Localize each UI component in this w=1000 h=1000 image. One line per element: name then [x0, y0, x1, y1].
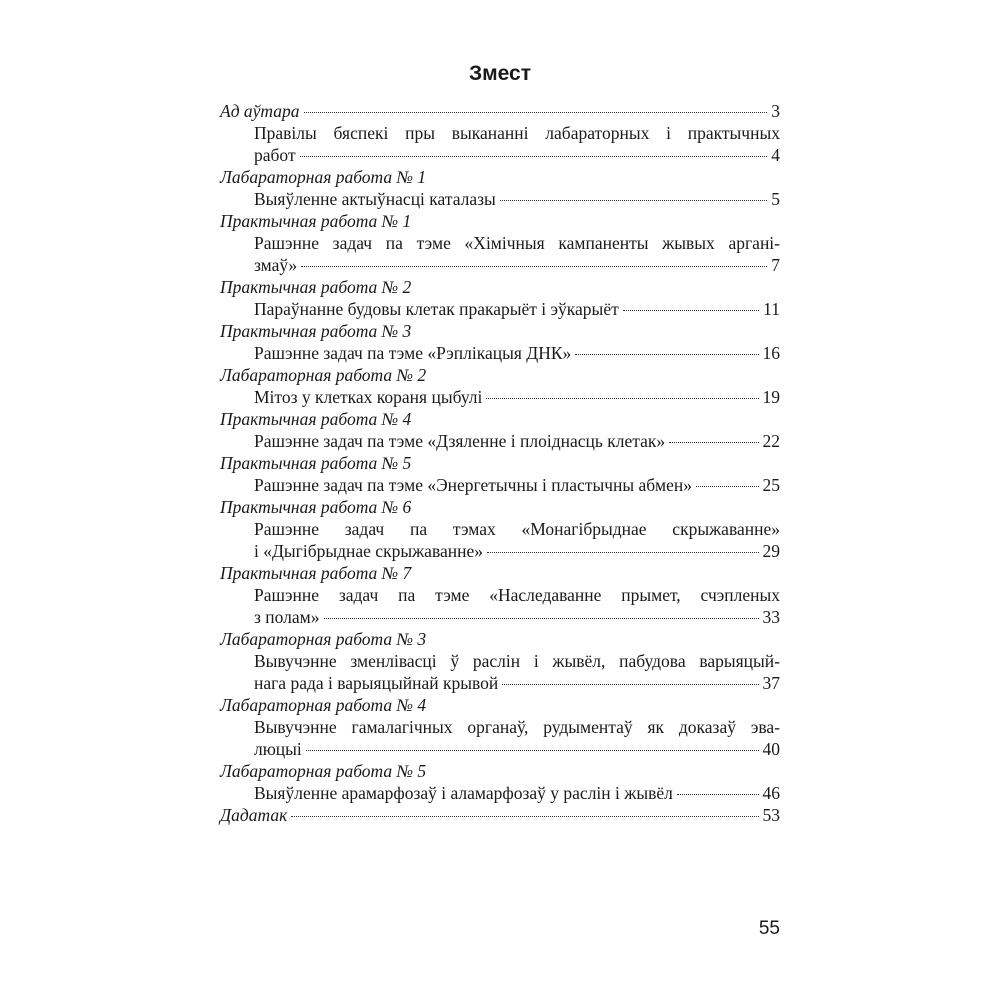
dot-leader — [500, 200, 767, 201]
toc-heading-text: Лабараторная работа № 1 — [220, 167, 427, 187]
toc-entry-line — [220, 122, 780, 144]
toc-entry-page: 11 — [763, 299, 780, 319]
toc-entry-page: 25 — [762, 475, 780, 495]
toc-entry-title-line2: змаў» — [254, 255, 298, 275]
toc-entry-title: Выяўленне актыўнасці каталазы — [254, 189, 496, 209]
toc-entry-title-line1: Рашэнне задач па тэме «Хімічныя кампаненты жывых аргані- — [254, 233, 780, 253]
dot-leader — [502, 684, 758, 685]
toc-entry-title-line1: Рашэнне задач па тэмах «Монагібрыднае скрыжаванне» — [254, 519, 780, 539]
toc-heading-text: Практычная работа № 1 — [220, 211, 412, 231]
toc-entry-page: 16 — [762, 343, 780, 363]
toc-entry-line — [220, 650, 780, 672]
toc-entry-line — [220, 672, 780, 694]
toc-entry-page: 46 — [762, 783, 780, 803]
toc-entry[interactable] — [220, 518, 780, 562]
toc-entry-page: 19 — [762, 387, 780, 407]
toc-heading-text: Лабараторная работа № 5 — [220, 761, 427, 781]
toc-entry[interactable] — [220, 386, 780, 408]
toc-entry-title-line1: Рашэнне задач па тэме «Наследаванне прымет, счэпленых — [254, 585, 780, 605]
toc-entry-title: Ад аўтара — [220, 101, 300, 121]
toc-entry-page: 22 — [762, 431, 780, 451]
toc-entry[interactable] — [220, 298, 780, 320]
dot-leader — [304, 112, 768, 113]
toc-heading-text: Практычная работа № 2 — [220, 277, 412, 297]
toc-entry[interactable] — [220, 188, 780, 210]
toc-entry-line — [220, 716, 780, 738]
toc-entry-page: 5 — [771, 189, 780, 209]
toc-heading-text: Практычная работа № 5 — [220, 453, 412, 473]
toc-entry-page: 33 — [762, 607, 780, 627]
toc-entry-title: Дадатак — [220, 805, 288, 825]
toc-entry-line — [220, 144, 780, 166]
toc-heading — [220, 760, 780, 782]
toc-entry-title: Рашэнне задач па тэме «Дзяленне і плоіднасць клетак» — [254, 431, 666, 451]
toc-entry[interactable] — [220, 782, 780, 804]
toc-entry[interactable] — [220, 122, 780, 166]
toc-heading — [220, 408, 780, 430]
toc-entry-line — [220, 254, 780, 276]
dot-leader — [306, 750, 759, 751]
toc-entry-line — [220, 518, 780, 540]
toc-entry-page: 7 — [771, 255, 780, 275]
toc-heading-text: Лабараторная работа № 3 — [220, 629, 427, 649]
dot-leader — [486, 398, 758, 399]
toc-entry-line — [220, 540, 780, 562]
toc-entry-line — [220, 738, 780, 760]
toc-entry-title-line2: і «Дыгібрыднае скрыжаванне» — [254, 541, 483, 561]
toc-entry[interactable] — [220, 100, 780, 122]
toc-heading — [220, 496, 780, 518]
toc-heading — [220, 364, 780, 386]
page-title: Змест — [468, 62, 532, 85]
toc-entry[interactable] — [220, 804, 780, 826]
toc-entry-title-line2: работ — [254, 145, 296, 165]
toc-entry-page: 29 — [762, 541, 780, 561]
toc-entry-title: Выяўленне арамарфозаў і аламарфозаў у раслін і жывёл — [254, 783, 673, 803]
dot-leader — [575, 354, 758, 355]
toc-heading-text: Лабараторная работа № 4 — [220, 695, 427, 715]
toc-entry-line — [220, 584, 780, 606]
toc-entry-title: Рашэнне задач па тэме «Рэплікацыя ДНК» — [254, 343, 572, 363]
dot-leader — [677, 794, 759, 795]
dot-leader — [300, 156, 768, 157]
toc-entry[interactable] — [220, 430, 780, 452]
toc-entry-title-line2: нага рада і варыяцыйнай крывой — [254, 673, 499, 693]
toc-heading — [220, 628, 780, 650]
toc-entry-title: Параўнанне будовы клетак пракарыёт і эўкарыёт — [254, 299, 619, 319]
table-of-contents — [220, 100, 780, 826]
dot-leader — [301, 266, 767, 267]
toc-heading — [220, 320, 780, 342]
dot-leader — [291, 816, 758, 817]
toc-entry-title-line1: Правілы бяспекі пры выкананні лабараторных і практычных — [254, 123, 780, 143]
toc-heading — [220, 166, 780, 188]
toc-heading-text: Практычная работа № 3 — [220, 321, 412, 341]
toc-entry-line — [220, 606, 780, 628]
toc-heading-text: Практычная работа № 4 — [220, 409, 412, 429]
toc-entry-page: 4 — [771, 145, 780, 165]
toc-heading — [220, 694, 780, 716]
toc-entry-page: 37 — [762, 673, 780, 693]
toc-entry-title-line2: з полам» — [254, 607, 320, 627]
toc-entry-page: 3 — [771, 101, 780, 121]
toc-entry-title-line1: Вывучэнне гамалагічных органаў, рудыментаў як доказаў эва- — [254, 717, 780, 737]
toc-heading — [220, 276, 780, 298]
dot-leader — [487, 552, 759, 553]
toc-entry-page: 40 — [762, 739, 780, 759]
toc-entry[interactable] — [220, 474, 780, 496]
toc-heading-text: Практычная работа № 6 — [220, 497, 412, 517]
dot-leader — [623, 310, 759, 311]
dot-leader — [669, 442, 758, 443]
toc-entry-line — [220, 232, 780, 254]
toc-entry[interactable] — [220, 650, 780, 694]
toc-entry-page: 53 — [762, 805, 780, 825]
dot-leader — [696, 486, 759, 487]
toc-entry-title: Рашэнне задач па тэме «Энергетычны і пластычны абмен» — [254, 475, 692, 495]
toc-entry-title: Мітоз у клетках кораня цыбулі — [254, 387, 483, 407]
toc-entry[interactable] — [220, 232, 780, 276]
toc-entry-title-line1: Вывучэнне зменлівасці ў раслін і жывёл, пабудова варыяцый- — [254, 651, 780, 671]
toc-heading-text: Практычная работа № 7 — [220, 563, 412, 583]
toc-entry[interactable] — [220, 342, 780, 364]
toc-heading — [220, 562, 780, 584]
toc-entry[interactable] — [220, 716, 780, 760]
toc-heading — [220, 210, 780, 232]
toc-heading — [220, 452, 780, 474]
toc-heading-text: Лабараторная работа № 2 — [220, 365, 427, 385]
toc-entry-title-line2: люцыі — [254, 739, 302, 759]
dot-leader — [324, 618, 759, 619]
toc-entry[interactable] — [220, 584, 780, 628]
page-number: 55 — [758, 918, 780, 939]
